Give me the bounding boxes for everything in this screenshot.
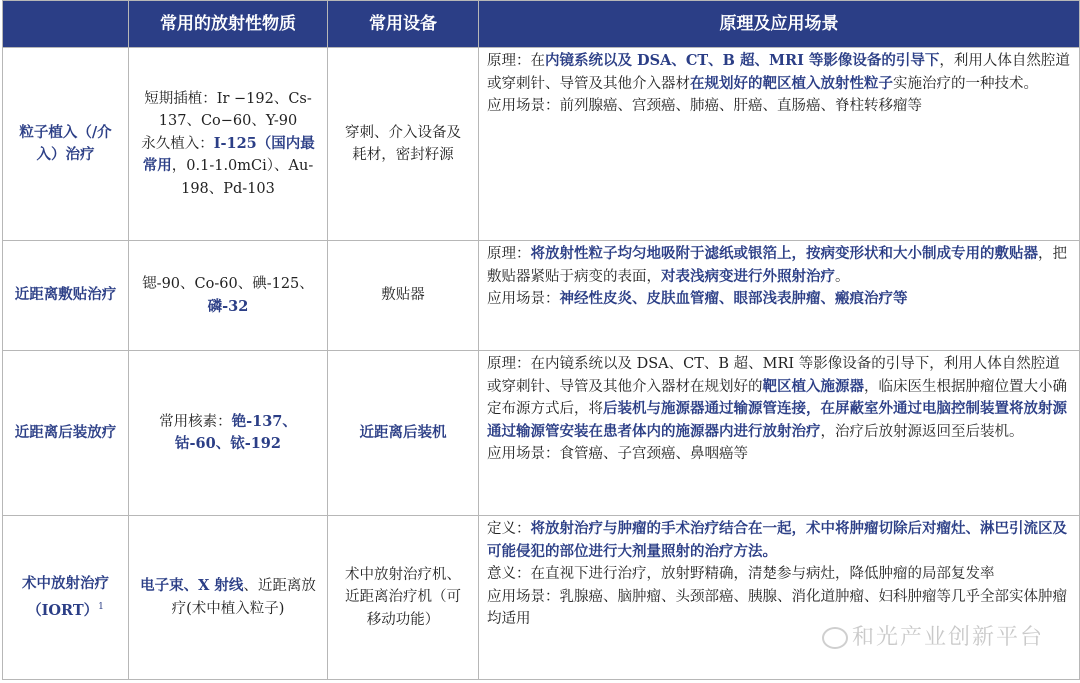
text-run: 常用核素： [159, 413, 232, 430]
therapy-name-cell [3, 516, 129, 680]
highlight-text: 靶区植入施源器 [762, 377, 864, 395]
paragraph [487, 50, 1071, 95]
table-header-row [3, 1, 1080, 48]
text-run: 锶-90、Co-60、碘-125、 [142, 276, 314, 292]
highlight-text: 将放射治疗与肿瘤的手术治疗结合在一起，术中将肿瘤切除后对瘤灶、淋巴引流区及可能侵犯的部位进行大剂量照射的治疗方法。 [487, 520, 1067, 560]
text-run: 应用场景：乳腺癌、脑肿瘤、头颈部癌、胰腺、消化道肿瘤、妇科肿瘤等几乎全部实体肿瘤均适用 [487, 588, 1067, 627]
highlight-text: 铯-137、钴-60、铱-192 [175, 412, 297, 452]
table-row [3, 241, 1080, 351]
paragraph [487, 518, 1071, 563]
watermark-text: 和光产业创新平台 [852, 625, 1045, 650]
highlight-text: 内镜系统以及 DSA、CT、B 超、MRI 等影像设备的引导下 [545, 52, 940, 69]
therapy-name: 近距离后装放疗 [14, 423, 117, 441]
paragraph [137, 575, 319, 620]
equipment-text: 术中放射治疗机、近距离治疗机（可移动功能） [345, 566, 461, 628]
text-run: 原理： [487, 246, 531, 262]
substances-cell [129, 351, 328, 516]
substances-text [137, 411, 319, 456]
highlight-text: I-125（国内最常用 [142, 134, 315, 175]
text-run: 应用场景： [487, 291, 560, 307]
paragraph [487, 243, 1071, 288]
text-run: 应用场景：食管癌、子宫颈癌、鼻咽癌等 [487, 446, 748, 462]
highlight-text: 对表浅病变进行外照射治疗 [661, 267, 835, 285]
text-run: 永久植入： [141, 135, 214, 152]
text-run: ，把敷贴器紧贴于病变的表面， [487, 246, 1067, 285]
substances-cell [129, 48, 328, 241]
table-row [3, 516, 1080, 680]
substances-cell [129, 241, 328, 351]
equipment-cell [328, 351, 479, 516]
equipment-text: 近距离后装机 [359, 423, 447, 441]
therapy-name-cell [3, 48, 129, 241]
substances-text [137, 575, 319, 620]
highlight-text: 磷-32 [207, 297, 249, 315]
highlight-text: 神经性皮炎、皮肤血管瘤、眼部浅表肿瘤、瘢痕治疗等 [559, 290, 908, 307]
paragraph [487, 95, 1071, 118]
paragraph [137, 273, 319, 318]
principle-text [487, 518, 1071, 631]
highlight-text: 在规划好的靶区植入放射性粒子 [690, 74, 893, 92]
radiotherapy-table [2, 0, 1080, 680]
text-run: 原理：在 [487, 53, 545, 69]
therapy-name: 近距离敷贴治疗 [14, 286, 117, 304]
equipment-text: 穿刺、介入设备及耗材，密封籽源 [345, 124, 461, 163]
header-col-substances: 常用的放射性物质 [129, 1, 328, 48]
equipment-cell [328, 48, 479, 241]
highlight-text: 电子束、X 射线 [140, 577, 244, 594]
substances-text [137, 273, 319, 318]
highlight-text: 后装机与施源器通过输源管连接，在屏蔽室外通过电脑控制装置将放射源通过输源管安装在患者体内的施源器内进行放射治疗 [487, 400, 1067, 440]
text-run: 。 [835, 268, 850, 285]
therapy-name-cell [3, 351, 129, 516]
principle-cell [479, 351, 1080, 516]
text-run: 意义：在直视下进行治疗，放射野精确，清楚参与病灶，降低肿瘤的局部复发率 [487, 566, 995, 582]
header-col-principle: 原理及应用场景 [479, 1, 1080, 48]
paragraph [487, 353, 1071, 443]
paragraph [487, 586, 1071, 631]
text-run: ，0.1-1.0mCi）、Au-198、Pd-103 [171, 158, 314, 197]
text-run: 实施治疗的一种技术。 [893, 75, 1038, 92]
paragraph [487, 443, 1071, 466]
text-run: 定义： [487, 521, 531, 537]
paragraph [487, 563, 1071, 586]
text-run: ，利用人体自然腔道或穿刺针、导管及其他介入器材 [487, 53, 1070, 92]
paragraph [137, 88, 319, 133]
principle-cell [479, 516, 1080, 680]
highlight-text: 将放射性粒子均匀地吸附于滤纸或银箔上，按病变形状和大小制成专用的敷贴器 [530, 245, 1038, 262]
equipment-cell [328, 516, 479, 680]
equipment-cell [328, 241, 479, 351]
text-run: ，治疗后放射源返回至后装机。 [820, 423, 1024, 440]
therapy-name: 术中放射治疗（IORT） [22, 575, 109, 619]
header-col-equipment: 常用设备 [328, 1, 479, 48]
footnote-marker: 1 [98, 601, 104, 612]
therapy-name-cell [3, 241, 129, 351]
equipment-text: 敷贴器 [381, 287, 425, 304]
text-run: 短期插植：Ir −192、Cs-137、Co−60、Y-90 [144, 90, 312, 130]
principle-text [487, 243, 1071, 311]
principle-text [487, 50, 1071, 118]
paragraph [137, 133, 319, 201]
table-row [3, 48, 1080, 241]
therapy-name: 粒子植入（/介入）治疗 [19, 123, 112, 163]
principle-cell [479, 48, 1080, 241]
text-run: ，临床医生根据肿瘤位置大小确定布源方式后，将 [487, 378, 1067, 417]
table-row [3, 351, 1080, 516]
substances-cell [129, 516, 328, 680]
header-col-therapy [3, 1, 129, 48]
principle-cell [479, 241, 1080, 351]
paragraph [487, 288, 1071, 311]
text-run: 原理：在内镜系统以及 DSA、CT、B 超、MRI 等影像设备的引导下，利用人体自然腔道或穿刺针、导管及其他介入器材在规划好的 [487, 356, 1060, 395]
principle-text [487, 353, 1071, 466]
paragraph [137, 411, 319, 456]
text-run: 应用场景：前列腺癌、宫颈癌、肺癌、肝癌、直肠癌、脊柱转移瘤等 [487, 98, 922, 114]
text-run: 、近距离放疗(术中植入粒子) [171, 578, 316, 617]
substances-text [137, 88, 319, 201]
